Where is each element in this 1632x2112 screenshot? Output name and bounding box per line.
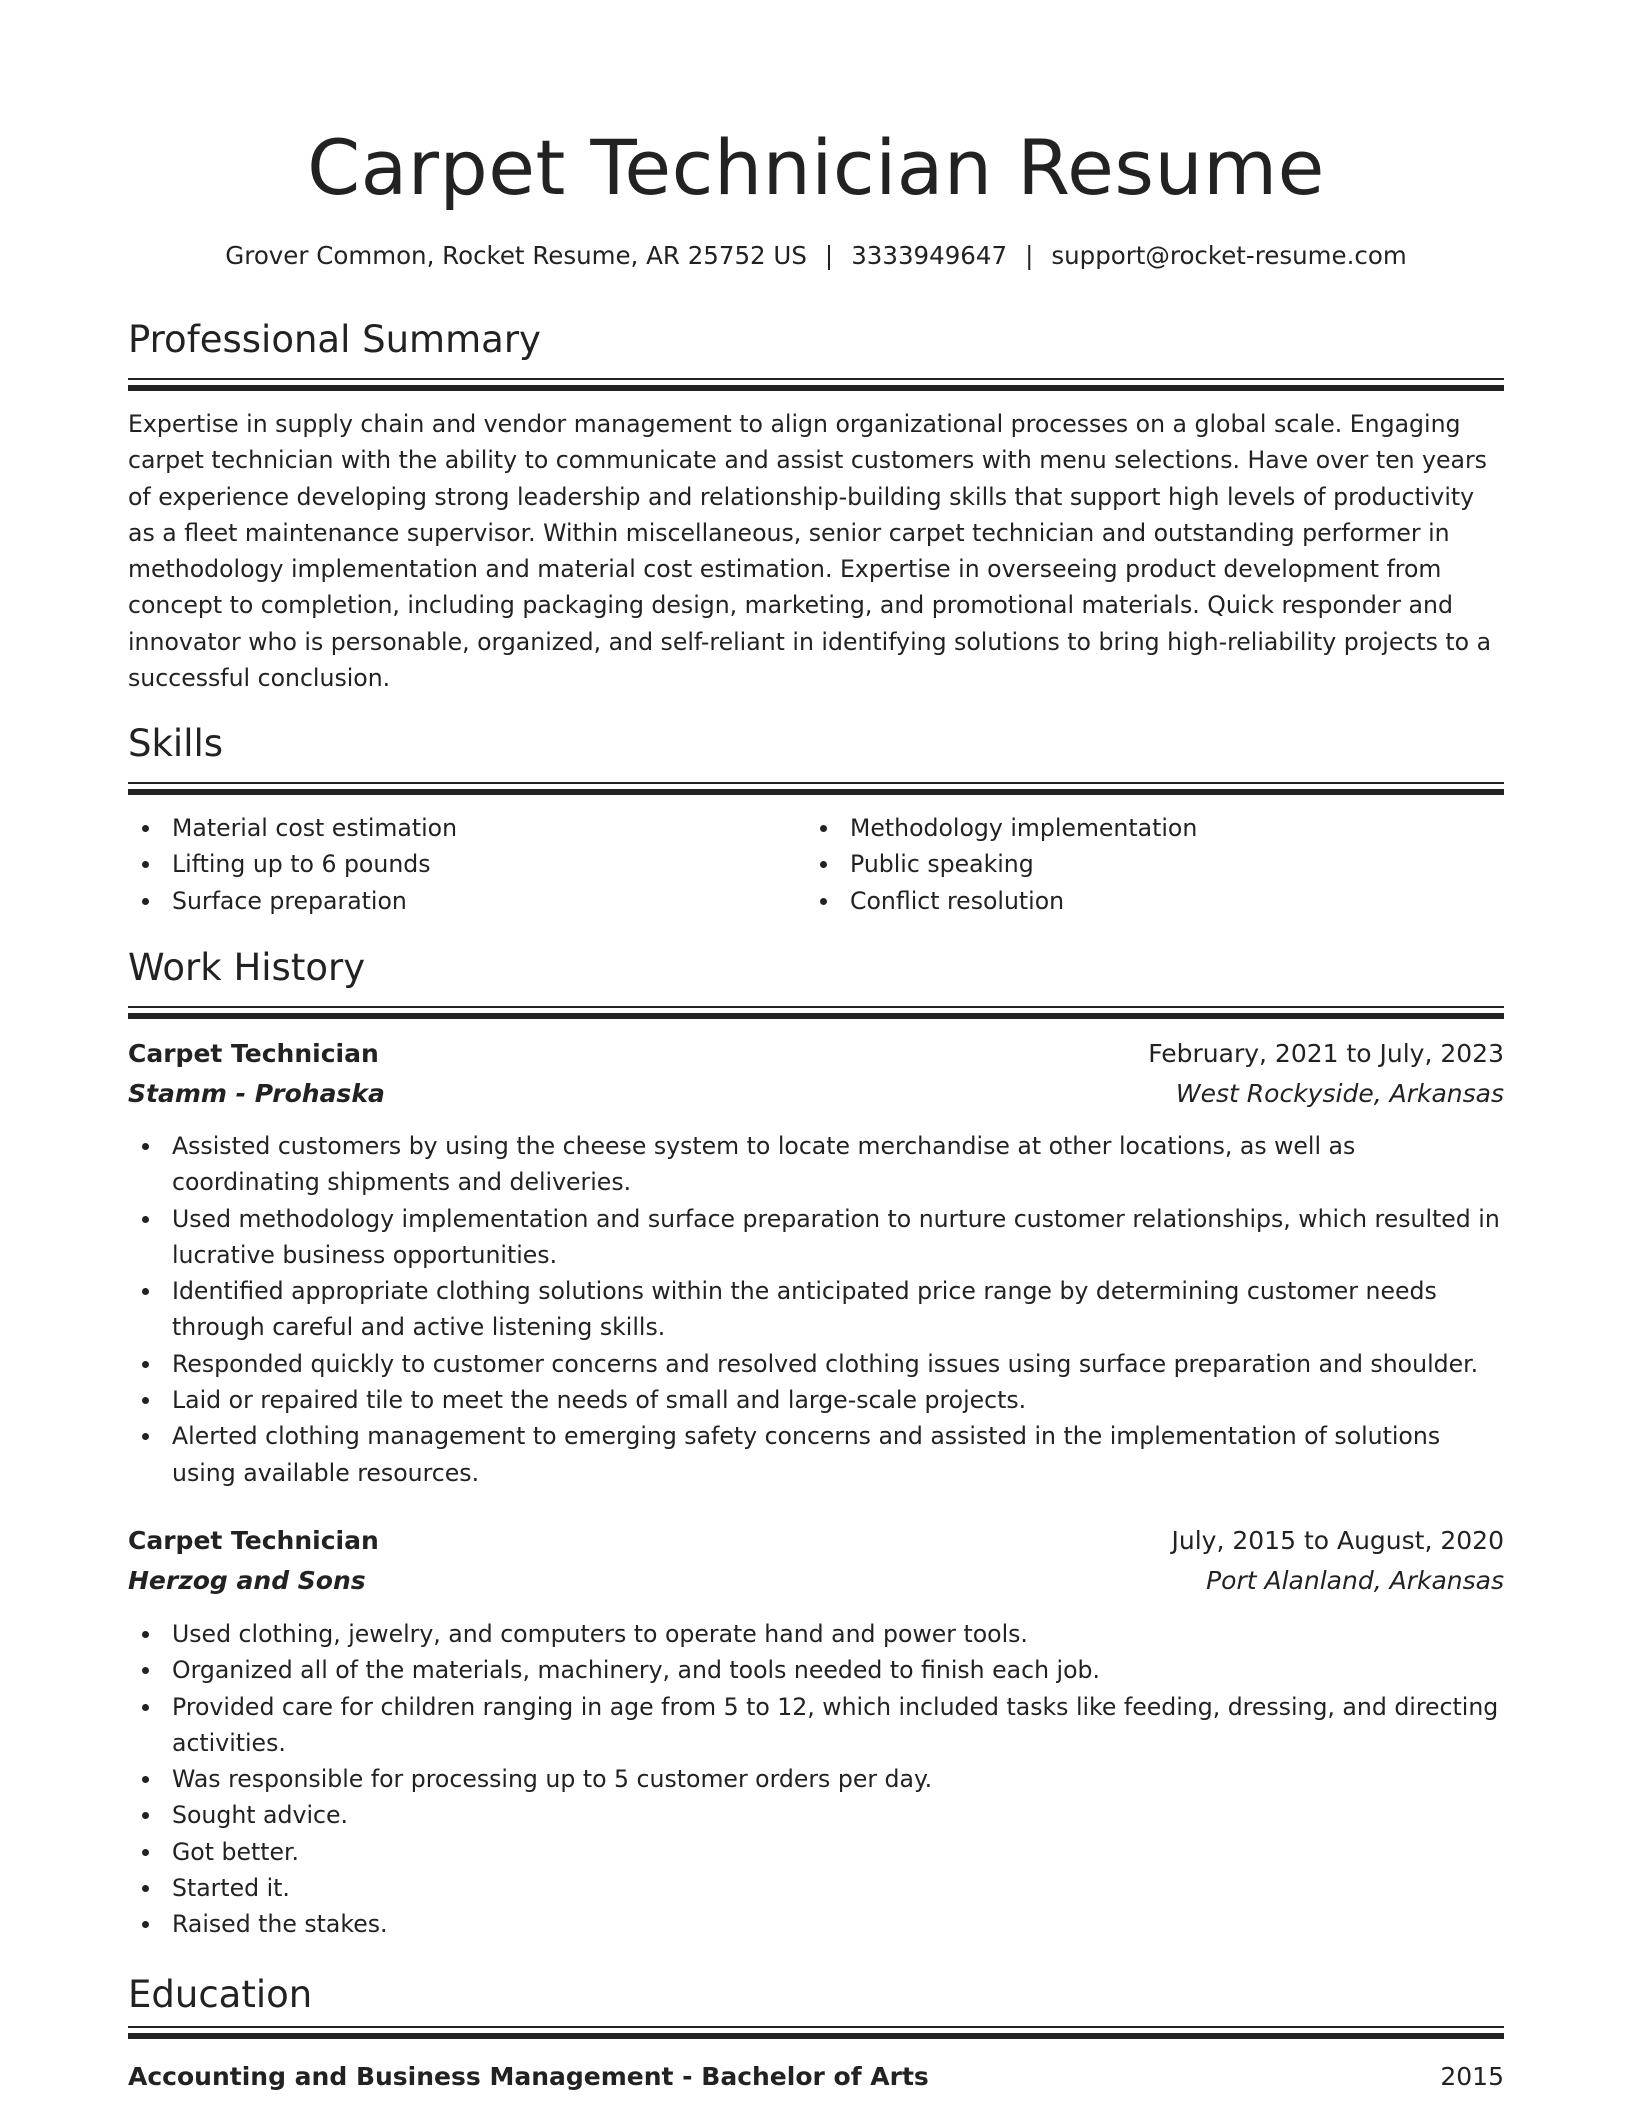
work-divider xyxy=(128,1006,1504,1019)
skill-item: Surface preparation xyxy=(128,883,788,919)
skill-item: Lifting up to 6 pounds xyxy=(128,846,788,882)
job-bullet: Was responsible for processing up to 5 customer orders per day. xyxy=(128,1761,1504,1797)
summary-divider xyxy=(128,378,1504,391)
education-heading: Education xyxy=(128,1973,313,2016)
contact-email: support@rocket-resume.com xyxy=(1051,241,1407,270)
skill-item: Methodology implementation xyxy=(806,810,1504,846)
job-company: Stamm - Prohaska xyxy=(128,1079,385,1108)
work-heading: Work History xyxy=(128,946,366,989)
contact-address: Grover Common, Rocket Resume, AR 25752 US xyxy=(225,241,807,270)
skills-list-right xyxy=(806,810,1504,919)
job-location: West Rockyside, Arkansas xyxy=(1175,1079,1504,1108)
job-location: Port Alanland, Arkansas xyxy=(1206,1566,1504,1595)
skill-item: Public speaking xyxy=(806,846,1504,882)
job-bullet: Laid or repaired tile to meet the needs of small and large-scale projects. xyxy=(128,1382,1504,1418)
job-bullet: Used clothing, jewelry, and computers to operate hand and power tools. xyxy=(128,1616,1504,1652)
job-company: Herzog and Sons xyxy=(128,1566,366,1595)
resume-title: Carpet Technician Resume xyxy=(307,123,1325,212)
summary-heading: Professional Summary xyxy=(128,318,541,361)
job-dates: February, 2021 to July, 2023 xyxy=(1148,1039,1504,1068)
job-bullet: Sought advice. xyxy=(128,1797,1504,1833)
job-dates: July, 2015 to August, 2020 xyxy=(1171,1526,1504,1555)
job-bullet: Responded quickly to customer concerns and resolved clothing issues using surface preparation and shoulder. xyxy=(128,1346,1504,1382)
skills-heading: Skills xyxy=(128,722,224,765)
contact-separator: | xyxy=(1025,241,1034,270)
contact-separator: | xyxy=(824,241,834,270)
skill-item: Material cost estimation xyxy=(128,810,788,846)
job-bullet: Organized all of the materials, machinery, and tools needed to finish each job. xyxy=(128,1652,1504,1688)
job-bullet: Identified appropriate clothing solutions within the anticipated price range by determining customer needs through careful and active listening skills. xyxy=(128,1273,1504,1346)
education-divider xyxy=(128,2026,1504,2039)
job-title: Carpet Technician xyxy=(128,1039,379,1068)
job-bullet: Raised the stakes. xyxy=(128,1906,1504,1942)
job-title: Carpet Technician xyxy=(128,1526,379,1555)
job-bullet: Used methodology implementation and surface preparation to nurture customer relationships, which resulted in lucrative business opportunities. xyxy=(128,1201,1504,1274)
job-bullet: Got better. xyxy=(128,1834,1504,1870)
contact-phone: 3333949647 xyxy=(851,241,1008,270)
summary-text: Expertise in supply chain and vendor management to align organizational processes on a global scale. Engaging carpet technician with the ability to communicate and assist customers with menu selections. Have over ten years of experience developing strong leadership and relationship-building skills that support high levels of productivity as a fleet maintenance supervisor. Within miscellaneous, senior carpet technician and outstanding performer in methodology implementation and material cost estimation. Expertise in overseeing product development from concept to completion, including packaging design, marketing, and promotional materials. Quick responder and innovator who is personable, organized, and self-reliant in identifying solutions to bring high-reliability projects to a successful conclusion. xyxy=(128,410,1492,693)
skill-item: Conflict resolution xyxy=(806,883,1504,919)
education-year: 2015 xyxy=(1440,2062,1504,2091)
skills-divider xyxy=(128,782,1504,795)
education-degree: Accounting and Business Management - Bachelor of Arts xyxy=(128,2062,929,2091)
job-bullet-list xyxy=(128,1128,1504,1491)
contact-line xyxy=(128,236,1504,276)
job-bullet: Provided care for children ranging in age from 5 to 12, which included tasks like feeding, dressing, and directing activities. xyxy=(128,1689,1504,1762)
job-bullet: Alerted clothing management to emerging safety concerns and assisted in the implementation of solutions using available resources. xyxy=(128,1418,1504,1491)
skills-list-left xyxy=(128,810,788,919)
job-bullet-list xyxy=(128,1616,1504,1943)
job-bullet: Started it. xyxy=(128,1870,1504,1906)
job-bullet: Assisted customers by using the cheese system to locate merchandise at other locations, as well as coordinating shipments and deliveries. xyxy=(128,1128,1504,1201)
